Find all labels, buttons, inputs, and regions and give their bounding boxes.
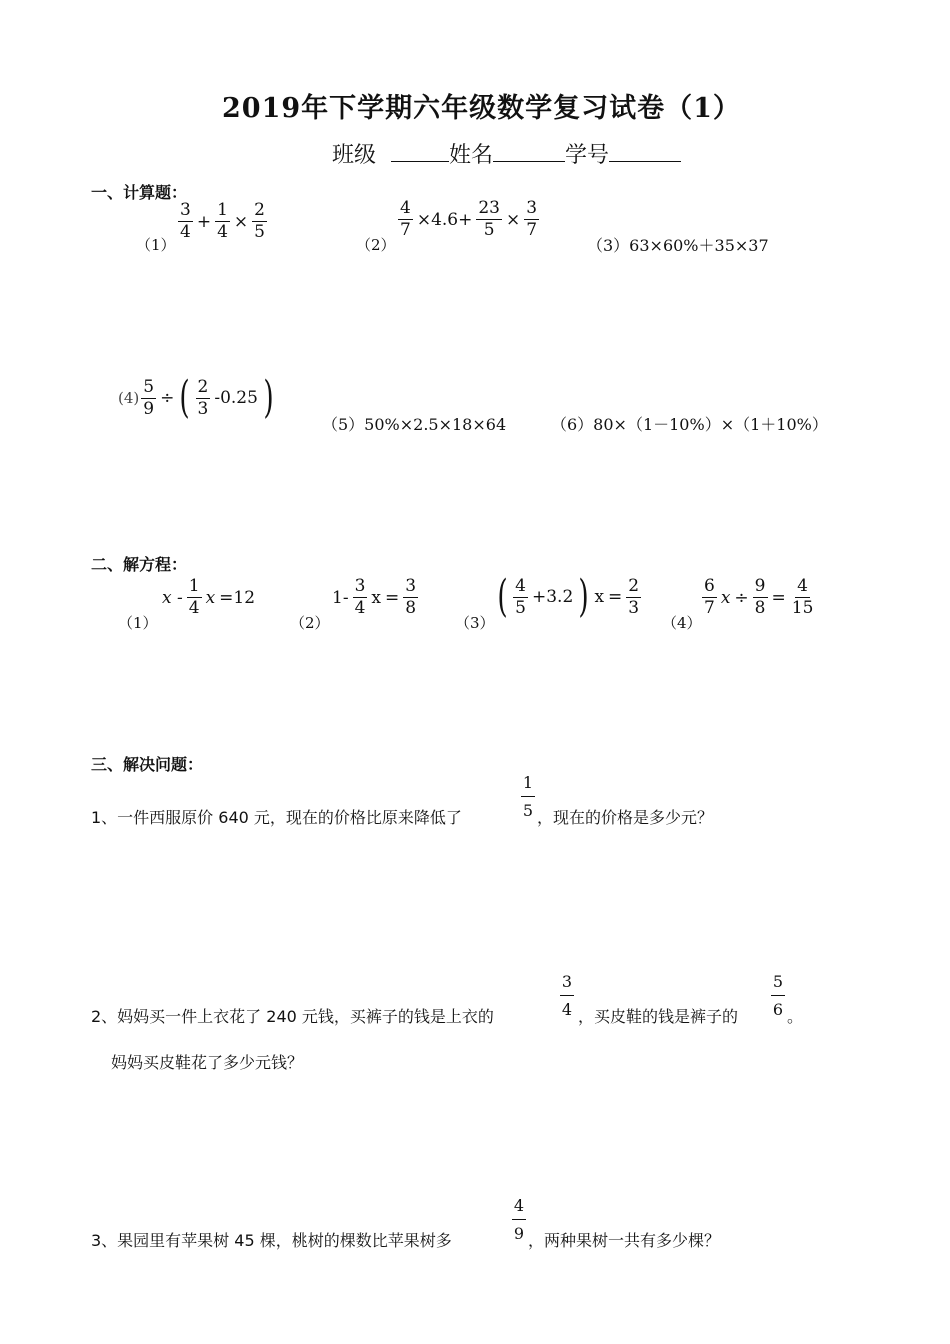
fraction: $\frac{2}{3}$ bbox=[197, 376, 209, 419]
name-label: 姓名 bbox=[449, 143, 494, 168]
fraction: $\frac{4}{7}$ bbox=[400, 198, 411, 240]
problem-2-text-line2: 妈妈买皮鞋花了多少元钱？ bbox=[111, 1053, 304, 1072]
fraction: $\frac{3}{8}$ bbox=[405, 576, 417, 618]
eq-4-expression: $\frac{6}{7}$ x ÷ $\frac{9}{8}$ = $\frac{4}{15}$ bbox=[704, 576, 814, 618]
fraction: $\frac{4}{15}$ bbox=[791, 576, 814, 618]
fraction: $\frac{3}{4}$ bbox=[354, 576, 366, 618]
fraction: $\frac{2}{5}$ bbox=[254, 200, 265, 242]
calc-1-expression: $\frac{3}{4}$ + $\frac{1}{4}$ × $\frac{2}{5}$ bbox=[180, 200, 265, 242]
fraction: $\frac{6}{7}$ bbox=[704, 576, 715, 618]
problem-2-text-a: 2、妈妈买一件上衣花了 240 元钱，买裤子的钱是上衣的 bbox=[91, 1007, 494, 1026]
calc-4-label: (4) bbox=[118, 389, 140, 407]
eq-1-expression: x - $\frac{1}{4}$ x =12 bbox=[162, 576, 256, 618]
eq-2-expression: 1- $\frac{3}{4}$ x = $\frac{3}{8}$ bbox=[332, 576, 417, 618]
section-problem-heading: 三、解决问题： bbox=[91, 755, 204, 774]
calc-3-expression: （3）63×60%＋35×37 bbox=[587, 236, 769, 255]
name-blank[interactable] bbox=[493, 141, 565, 162]
problem-1-text-a: 1、一件西服原价 640 元，现在的价格比原来降低了 bbox=[91, 808, 462, 827]
eq-3-expression: ( $\frac{4}{5}$ +3.2 ) x = $\frac{2}{3}$ bbox=[497, 571, 640, 622]
class-label: 班级 bbox=[332, 143, 377, 168]
fraction: $\frac{5}{9}$ bbox=[143, 376, 155, 419]
class-blank[interactable] bbox=[391, 141, 449, 162]
eq-1-label: （1） bbox=[118, 614, 158, 632]
calc-6-expression: （6）80×（1－10%）×（1＋10%） bbox=[551, 415, 828, 434]
problem-3-text-a: 3、果园里有苹果树 45 棵，桃树的棵数比苹果树多 bbox=[91, 1231, 452, 1250]
id-label: 学号 bbox=[565, 143, 610, 168]
fraction: $\frac{9}{8}$ bbox=[754, 576, 766, 618]
calc-1-label: （1） bbox=[136, 236, 176, 254]
fraction: $\frac{1}{4}$ bbox=[188, 576, 200, 618]
calc-2-expression: $\frac{4}{7}$ ×4.6+ $\frac{23}{5}$ × $\frac{3}{7}$ bbox=[400, 198, 538, 240]
eq-3-label: （3） bbox=[455, 614, 495, 632]
fraction: $\frac{3}{4}$ bbox=[180, 200, 191, 242]
calc-2-label: （2） bbox=[356, 236, 396, 254]
fraction: $\frac{2}{3}$ bbox=[628, 575, 640, 618]
problem-1-fraction: $\frac{1}{5}$ bbox=[522, 773, 534, 820]
problem-2-text-b: ，买皮鞋的钱是裤子的 bbox=[578, 1007, 739, 1026]
problem-2-fraction-1: $\frac{3}{4}$ bbox=[561, 972, 573, 1019]
section-equation-heading: 二、解方程： bbox=[91, 555, 188, 574]
eq-2-label: （2） bbox=[290, 614, 330, 632]
fraction: $\frac{3}{7}$ bbox=[526, 198, 538, 240]
student-info bbox=[332, 138, 681, 169]
section-calculation-heading: 一、计算题： bbox=[91, 183, 188, 202]
problem-3-text-b: ，两种果树一共有多少棵？ bbox=[528, 1231, 721, 1250]
eq-4-label: （4） bbox=[662, 614, 702, 632]
fraction: $\frac{1}{4}$ bbox=[217, 200, 228, 242]
id-blank[interactable] bbox=[609, 141, 681, 162]
calc-4-expression: (4) $\frac{5}{9}$ ÷ ( $\frac{2}{3}$ -0.25 ) bbox=[118, 372, 274, 423]
fraction: $\frac{4}{5}$ bbox=[515, 575, 526, 618]
problem-2-fraction-2: $\frac{5}{6}$ bbox=[772, 972, 784, 1019]
calc-5-expression: （5）50%×2.5×18×64 bbox=[322, 415, 507, 434]
problem-2-text-c: 。 bbox=[787, 1007, 804, 1026]
problem-1-text-b: ，现在的价格是多少元？ bbox=[537, 808, 714, 827]
problem-3-fraction: $\frac{4}{9}$ bbox=[513, 1196, 525, 1243]
fraction: $\frac{23}{5}$ bbox=[478, 198, 500, 240]
page-title: 2019年下学期六年级数学复习试卷（1） bbox=[222, 93, 741, 124]
